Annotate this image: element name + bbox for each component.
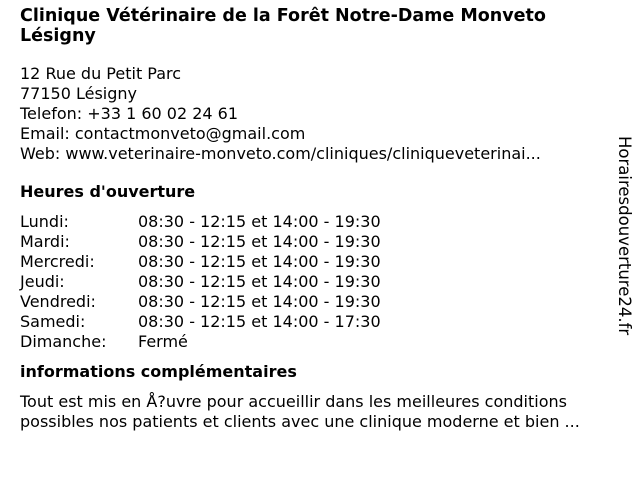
time-value: 08:30 - 12:15 et 14:00 - 19:30: [138, 252, 381, 271]
additional-info-text: [20, 392, 620, 432]
time-value: Fermé: [138, 332, 188, 351]
email-line: Email: contactmonveto@gmail.com: [20, 124, 306, 143]
postal-city: 77150 Lésigny: [20, 84, 138, 103]
day-label: Lundi:: [20, 212, 69, 231]
hours-row-monday: [20, 212, 620, 232]
business-title: [20, 6, 620, 46]
business-title-line-2: Lésigny: [20, 26, 96, 46]
business-title-line-1: Clinique Vétérinaire de la Forêt Notre-Dame Monveto: [20, 6, 546, 26]
day-label: Jeudi:: [20, 272, 65, 291]
web-line: Web: www.veterinaire-monveto.com/cliniques/cliniqueveterinai...: [20, 144, 541, 163]
day-label: Samedi:: [20, 312, 86, 331]
phone-line: Telefon: +33 1 60 02 24 61: [20, 104, 239, 123]
opening-hours-heading: Heures d'ouverture: [20, 182, 196, 201]
hours-row-sunday: [20, 332, 620, 352]
day-label: Vendredi:: [20, 292, 96, 311]
hours-row-saturday: [20, 312, 620, 332]
site-watermark: Horairesdouverture24.fr: [615, 136, 634, 336]
day-label: Mardi:: [20, 232, 70, 251]
hours-row-thursday: [20, 272, 620, 292]
opening-hours-table: [20, 212, 620, 352]
time-value: 08:30 - 12:15 et 14:00 - 19:30: [138, 232, 381, 251]
additional-info-heading: informations complémentaires: [20, 362, 297, 381]
hours-row-friday: [20, 292, 620, 312]
time-value: 08:30 - 12:15 et 14:00 - 19:30: [138, 212, 381, 231]
day-label: Mercredi:: [20, 252, 95, 271]
hours-row-wednesday: [20, 252, 620, 272]
time-value: 08:30 - 12:15 et 14:00 - 19:30: [138, 272, 381, 291]
hours-row-tuesday: [20, 232, 620, 252]
business-card: [20, 6, 620, 432]
info-line-1: Tout est mis en Å?uvre pour accueillir dans les meilleures conditions: [20, 392, 567, 411]
day-label: Dimanche:: [20, 332, 107, 351]
address-block: [20, 64, 620, 164]
street-address: 12 Rue du Petit Parc: [20, 64, 182, 83]
info-line-2: possibles nos patients et clients avec une clinique moderne et bien ...: [20, 412, 580, 431]
time-value: 08:30 - 12:15 et 14:00 - 17:30: [138, 312, 381, 331]
time-value: 08:30 - 12:15 et 14:00 - 19:30: [138, 292, 381, 311]
